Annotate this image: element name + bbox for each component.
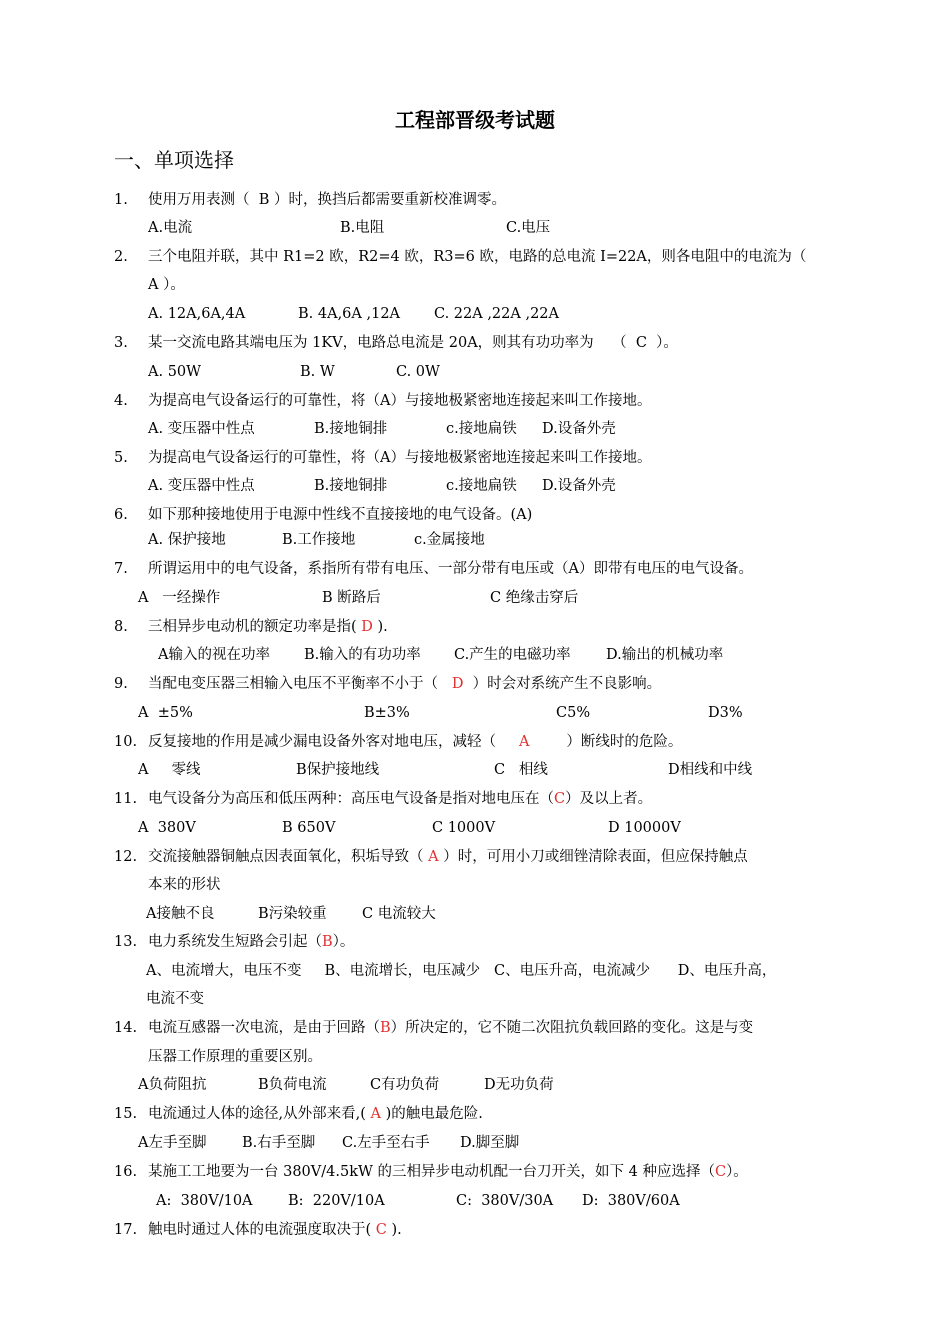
option-c: C.产生的电磁功率 bbox=[454, 647, 571, 663]
question-2-text: 三个电阻并联，其中 R1=2 欧，R2=4 欧，R3=6 欧，电路的总电流 I=22A，则各电阻中的电流为（ bbox=[148, 249, 807, 265]
question-number: 2. bbox=[114, 249, 128, 265]
option-c: C.电压 bbox=[506, 220, 551, 236]
option-d: D.输出的机械功率 bbox=[606, 647, 724, 663]
option-a: A.电流 bbox=[148, 220, 193, 236]
option-a: A 一经操作 bbox=[138, 590, 221, 606]
option-b: B 断路后 bbox=[322, 590, 381, 606]
question-4-text: 为提高电气设备运行的可靠性，将（A）与接地极紧密地连接起来叫工作接地。 bbox=[148, 393, 652, 409]
option-a: A. 变压器中性点 bbox=[148, 478, 255, 494]
answer-mark: C bbox=[375, 1222, 387, 1238]
question-number: 12. bbox=[114, 849, 138, 865]
question-9-text: 当配电变压器三相输入电压不平衡率不小于（ D ）时会对系统产生不良影响。 bbox=[148, 676, 662, 692]
question-12-text: 交流接触器铜触点因表面氧化，积垢导致（ A ）时，可用小刀或细锉清除表面，但应保持触点 bbox=[148, 849, 748, 865]
option-d: D: 380V/60A bbox=[582, 1193, 680, 1209]
question-8-text: 三相异步电动机的额定功率是指( D ). bbox=[148, 619, 388, 635]
question-number: 5. bbox=[114, 450, 128, 466]
option-c: C 1000V bbox=[432, 820, 496, 836]
question-11-text: 电气设备分为高压和低压两种：高压电气设备是指对地电压在（C）及以上者。 bbox=[148, 791, 653, 807]
option-d: D3% bbox=[708, 705, 743, 721]
question-6-text: 如下那种接地使用于电源中性线不直接接地的电气设备。(A) bbox=[148, 507, 533, 523]
question-number: 1. bbox=[114, 192, 128, 208]
option-b: B保护接地线 bbox=[296, 762, 380, 778]
option-c: C 绝缘击穿后 bbox=[490, 590, 579, 606]
option-a: A ±5% bbox=[138, 705, 193, 721]
question-2-text-cont: A ）。 bbox=[148, 277, 185, 293]
option-a: A. 变压器中性点 bbox=[148, 421, 255, 437]
option-c: C. 22A ,22A ,22A bbox=[434, 306, 559, 322]
question-14-text-cont: 压器工作原理的重要区别。 bbox=[148, 1049, 322, 1065]
option-b: B污染较重 bbox=[258, 906, 327, 922]
answer-mark: A bbox=[370, 1106, 381, 1122]
question-15-text: 电流通过人体的途径,从外部来看,( A )的触电最危险. bbox=[148, 1106, 483, 1122]
option-b: B±3% bbox=[364, 705, 410, 721]
option-c: C.左手至右手 bbox=[342, 1135, 430, 1151]
option-b: B.输入的有功功率 bbox=[304, 647, 421, 663]
option-b: B.右手至脚 bbox=[242, 1135, 316, 1151]
question-number: 8. bbox=[114, 619, 128, 635]
option-c: C5% bbox=[556, 705, 591, 721]
option-b: B.电阻 bbox=[340, 220, 385, 236]
answer-mark: A bbox=[519, 734, 530, 750]
option-b: B负荷电流 bbox=[258, 1077, 327, 1093]
answer-mark: C bbox=[714, 1164, 727, 1180]
question-number: 17. bbox=[114, 1222, 138, 1238]
page-title: 工程部晋级考试题 bbox=[395, 108, 555, 132]
option-b: B.接地铜排 bbox=[314, 478, 388, 494]
option-a: A: 380V/10A bbox=[156, 1193, 253, 1209]
question-13-options-cont: 电流不变 bbox=[146, 991, 204, 1007]
answer-mark: A bbox=[428, 849, 439, 865]
question-16-text: 某施工工地要为一台 380V/4.5kW 的三相异步电动机配一台刀开关，如下 4 种应选择（C）。 bbox=[148, 1164, 748, 1180]
question-14-text: 电流互感器一次电流，是由于回路（B）所决定的，它不随二次阻抗负载回路的变化。这是与变 bbox=[148, 1020, 754, 1036]
option-a: A 零线 bbox=[138, 762, 201, 778]
option-c: C有功负荷 bbox=[370, 1077, 440, 1093]
option-a: A接触不良 bbox=[146, 906, 215, 922]
option-d: D无功负荷 bbox=[484, 1077, 554, 1093]
answer-mark: C bbox=[554, 791, 566, 807]
question-number: 7. bbox=[114, 561, 128, 577]
question-7-text: 所谓运用中的电气设备，系指所有带有电压、一部分带有电压或（A）即带有电压的电气设备。 bbox=[148, 561, 753, 577]
option-a: A. 50W bbox=[148, 364, 202, 380]
option-c: C. 0W bbox=[396, 364, 440, 380]
option-b: B. W bbox=[300, 364, 335, 380]
option-d: D.设备外壳 bbox=[542, 421, 616, 437]
question-number: 13. bbox=[114, 934, 138, 950]
option-a: A负荷阻抗 bbox=[138, 1077, 207, 1093]
option-b: B.接地铜排 bbox=[314, 421, 388, 437]
question-number: 9. bbox=[114, 676, 128, 692]
question-number: 4. bbox=[114, 393, 128, 409]
question-number: 14. bbox=[114, 1020, 138, 1036]
option-d: D.脚至脚 bbox=[460, 1135, 520, 1151]
question-number: 11. bbox=[114, 791, 138, 807]
question-13-options: A、电流增大，电压不变 B、电流增长，电压减少 C、电压升高，电流减少 D、电压升高， bbox=[146, 963, 777, 979]
option-a: A 380V bbox=[138, 820, 196, 836]
option-a: A输入的视在功率 bbox=[158, 647, 270, 663]
option-c: C 相线 bbox=[494, 762, 548, 778]
question-number: 3. bbox=[114, 335, 128, 351]
answer-mark: B bbox=[322, 934, 333, 950]
question-number: 6. bbox=[114, 507, 128, 523]
answer-mark: D bbox=[451, 676, 464, 692]
section-heading: 一、单项选择 bbox=[114, 148, 234, 172]
question-17-text: 触电时通过人体的电流强度取决于( C ). bbox=[148, 1222, 402, 1238]
option-c: c.金属接地 bbox=[414, 532, 485, 548]
option-d: D.设备外壳 bbox=[542, 478, 616, 494]
option-a: A左手至脚 bbox=[138, 1135, 207, 1151]
option-c: C: 380V/30A bbox=[456, 1193, 554, 1209]
question-number: 15. bbox=[114, 1106, 138, 1122]
question-10-text: 反复接地的作用是减少漏电设备外客对地电压，减轻（ A ）断线时的危险。 bbox=[148, 734, 683, 750]
answer-mark: B bbox=[380, 1020, 391, 1036]
question-number: 16. bbox=[114, 1164, 138, 1180]
question-12-text-cont: 本来的形状 bbox=[148, 877, 221, 893]
option-b: B.工作接地 bbox=[282, 532, 356, 548]
option-d: D相线和中线 bbox=[668, 762, 753, 778]
option-a: A. 保护接地 bbox=[148, 532, 226, 548]
option-c: C 电流较大 bbox=[362, 906, 436, 922]
answer-mark: D bbox=[361, 619, 373, 635]
question-number: 10. bbox=[114, 734, 138, 750]
question-13-text: 电力系统发生短路会引起（B）。 bbox=[148, 934, 355, 950]
option-c: c.接地扁铁 bbox=[446, 421, 517, 437]
option-a: A. 12A,6A,4A bbox=[148, 306, 246, 322]
option-b: B 650V bbox=[282, 820, 336, 836]
question-3-text: 某一交流电路其端电压为 1KV，电路总电流是 20A，则其有功功率为 （ C ）。 bbox=[148, 335, 678, 351]
option-c: c.接地扁铁 bbox=[446, 478, 517, 494]
option-b: B: 220V/10A bbox=[288, 1193, 385, 1209]
question-1-text: 使用万用表测（ B ）时，换挡后都需要重新校准调零。 bbox=[148, 192, 506, 208]
question-5-text: 为提高电气设备运行的可靠性，将（A）与接地极紧密地连接起来叫工作接地。 bbox=[148, 450, 652, 466]
option-d: D 10000V bbox=[608, 820, 681, 836]
option-b: B. 4A,6A ,12A bbox=[298, 306, 401, 322]
